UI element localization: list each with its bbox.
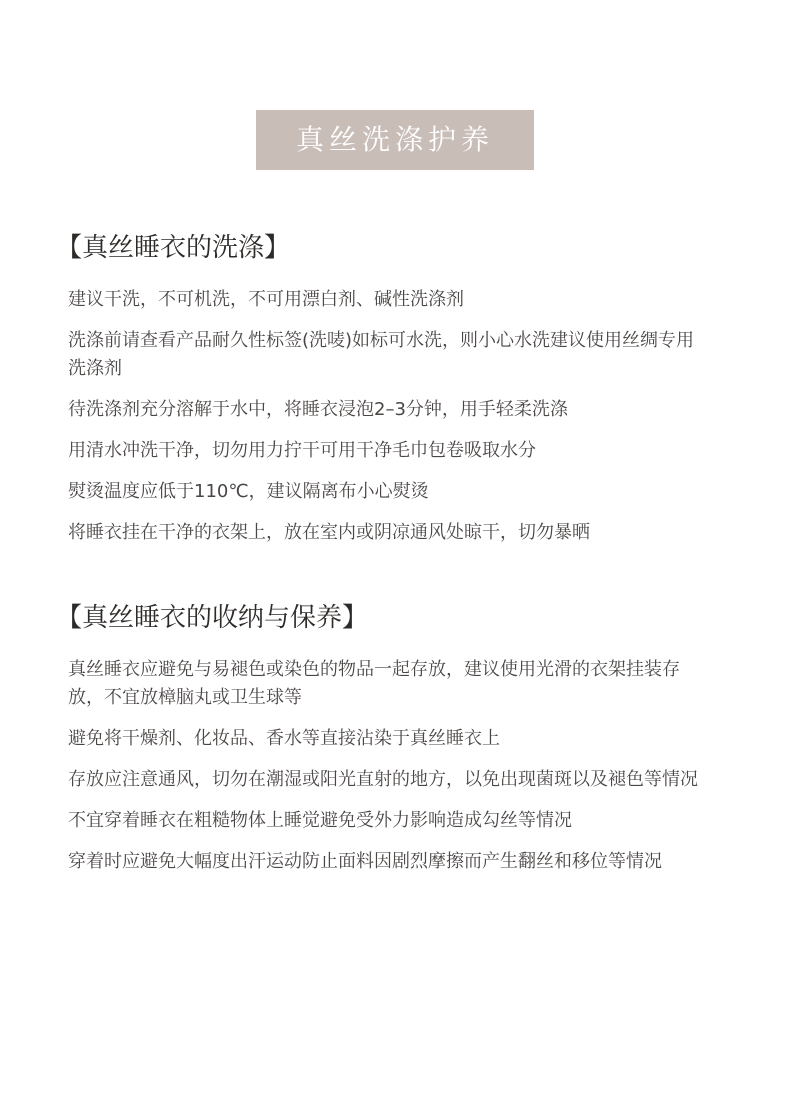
list-item: 不宜穿着睡衣在粗糙物体上睡觉避免受外力影响造成勾丝等情况 (68, 810, 572, 831)
list-item: 将睡衣挂在干净的衣架上，放在室内或阴凉通风处晾干，切勿暴晒 (68, 522, 590, 543)
list-item: 穿着时应避免大幅度出汗运动防止面料因剧烈摩擦而产生翻丝和移位等情况 (68, 851, 662, 872)
list-item: 存放应注意通风，切勿在潮湿或阳光直射的地方，以免出现菌斑以及褪色等情况 (68, 769, 698, 790)
page-title: 真丝洗涤护养 (295, 123, 494, 156)
list-item: 真丝睡衣应避免与易褪色或染色的物品一起存放，建议使用光滑的衣架挂装存放，不宜放樟脑丸或卫生球等 (68, 659, 680, 708)
storage-section (56, 598, 736, 889)
list-item: 避免将干燥剂、化妆品、香水等直接沾染于真丝睡衣上 (68, 728, 500, 749)
washing-section (56, 228, 736, 560)
list-item: 建议干洗，不可机洗，不可用漂白剂、碱性洗涤剂 (68, 289, 464, 310)
list-item: 待洗涤剂充分溶解于水中，将睡衣浸泡2–3分钟，用手轻柔洗涤 (68, 399, 568, 420)
page-title-banner (256, 110, 534, 170)
storage-instructions-list (56, 656, 736, 876)
section-heading-storage: 【真丝睡衣的收纳与保养】 (56, 603, 369, 633)
section-heading-washing: 【真丝睡衣的洗涤】 (56, 233, 291, 263)
list-item: 洗涤前请查看产品耐久性标签(洗唛)如标可水洗，则小心水洗建议使用丝绸专用洗涤剂 (68, 330, 695, 379)
washing-instructions-list (56, 286, 736, 547)
list-item: 用清水冲洗干净，切勿用力拧干可用干净毛巾包卷吸取水分 (68, 440, 536, 461)
list-item: 熨烫温度应低于110℃，建议隔离布小心熨烫 (68, 481, 429, 502)
